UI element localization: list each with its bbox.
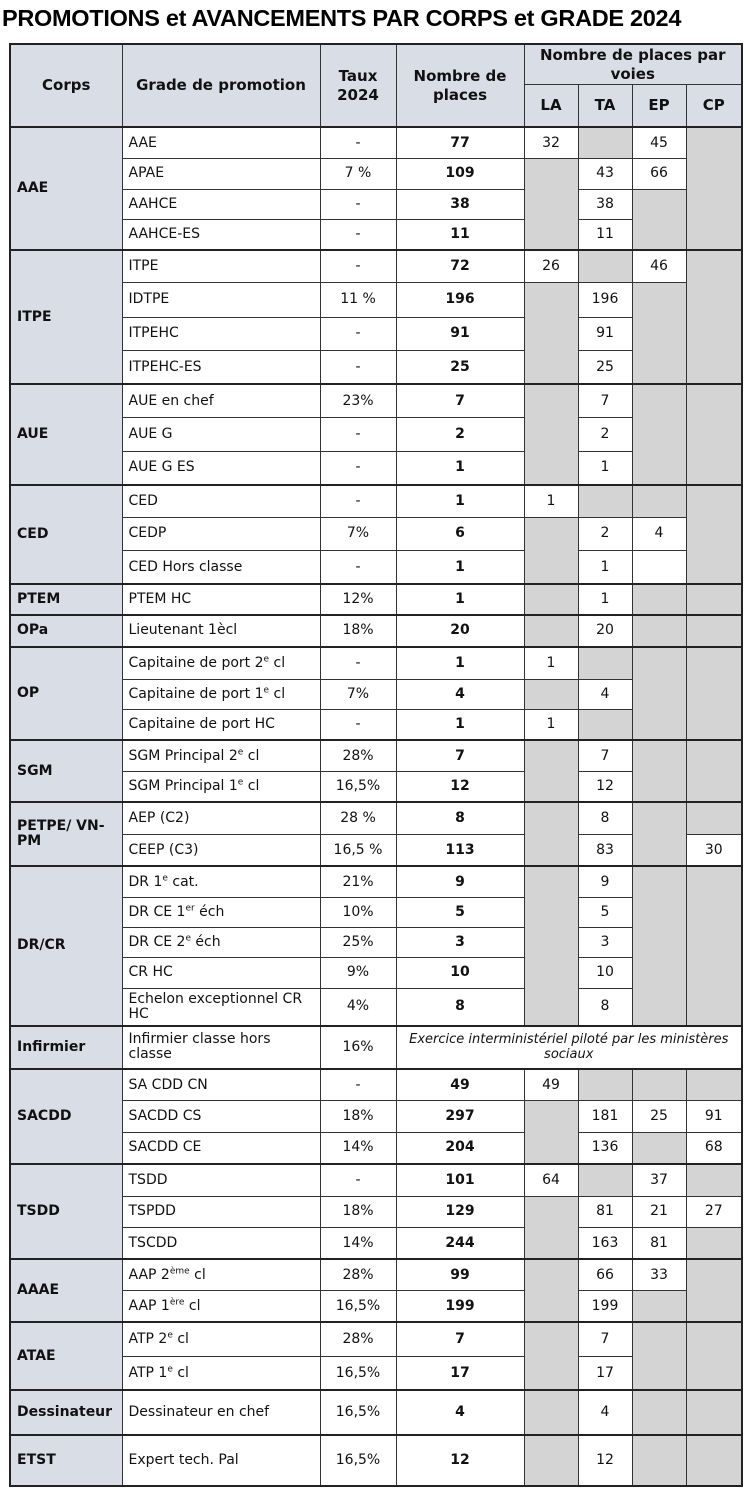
- grade-cell: Lieutenant 1ècl: [122, 615, 320, 647]
- ta-cell: [578, 1069, 632, 1100]
- ep-cell: 4: [632, 517, 686, 551]
- ep-cell: [632, 1069, 686, 1100]
- corps-cell: SACDD: [10, 1069, 122, 1163]
- la-cell: [524, 1196, 578, 1259]
- places-cell: 49: [396, 1069, 524, 1100]
- ta-cell: 38: [578, 189, 632, 219]
- taux-cell: 18%: [320, 1196, 396, 1227]
- ep-cell: [632, 1322, 686, 1390]
- la-cell: 1: [524, 710, 578, 740]
- places-cell: 1: [396, 551, 524, 585]
- taux-cell: 14%: [320, 1132, 396, 1163]
- places-cell: 204: [396, 1132, 524, 1163]
- ta-cell: 25: [578, 351, 632, 385]
- ta-cell: 8: [578, 988, 632, 1026]
- grade-cell: ATP 2e cl: [122, 1322, 320, 1357]
- corps-cell: ATAE: [10, 1322, 122, 1390]
- grade-cell: SGM Principal 1e cl: [122, 772, 320, 802]
- taux-cell: 7%: [320, 517, 396, 551]
- ep-cell: [632, 740, 686, 802]
- ep-cell: 21: [632, 1196, 686, 1227]
- table-row: [10, 802, 742, 834]
- ep-cell: 25: [632, 1101, 686, 1132]
- taux-cell: 28%: [320, 1322, 396, 1357]
- la-cell: [524, 1101, 578, 1164]
- taux-cell: 18%: [320, 1101, 396, 1132]
- grade-cell: ITPEHC: [122, 317, 320, 351]
- ep-cell: 46: [632, 250, 686, 282]
- la-cell: [524, 1322, 578, 1390]
- grade-cell: TSPDD: [122, 1196, 320, 1227]
- ep-cell: [632, 1435, 686, 1486]
- ta-cell: 3: [578, 927, 632, 957]
- grade-cell: PTEM HC: [122, 584, 320, 614]
- cp-cell: [686, 1259, 742, 1322]
- places-cell: 72: [396, 250, 524, 282]
- taux-cell: 18%: [320, 615, 396, 647]
- ep-cell: [632, 485, 686, 517]
- places-cell: 1: [396, 647, 524, 679]
- header-ep: EP: [632, 85, 686, 128]
- ta-cell: [578, 1164, 632, 1196]
- places-cell: 5: [396, 898, 524, 927]
- places-cell: 8: [396, 802, 524, 834]
- ep-cell: 33: [632, 1259, 686, 1290]
- places-cell: 7: [396, 1322, 524, 1357]
- ta-cell: [578, 485, 632, 517]
- ta-cell: [578, 127, 632, 158]
- places-cell: 3: [396, 927, 524, 957]
- table-row: [10, 1069, 742, 1100]
- places-cell: 99: [396, 1259, 524, 1290]
- grade-cell: TSDD: [122, 1164, 320, 1196]
- la-cell: [524, 679, 578, 709]
- grade-cell: CED: [122, 485, 320, 517]
- taux-cell: 7%: [320, 679, 396, 709]
- taux-cell: 25%: [320, 927, 396, 957]
- places-cell: 297: [396, 1101, 524, 1132]
- corps-cell: OPa: [10, 615, 122, 647]
- taux-cell: 28%: [320, 1259, 396, 1290]
- places-cell: 20: [396, 615, 524, 647]
- ta-cell: 4: [578, 1390, 632, 1435]
- ta-cell: 1: [578, 584, 632, 614]
- grade-cell: DR 1e cat.: [122, 866, 320, 897]
- grade-cell: SACDD CS: [122, 1101, 320, 1132]
- taux-cell: -: [320, 1164, 396, 1196]
- ep-cell: [632, 189, 686, 250]
- ep-cell: [632, 1132, 686, 1163]
- ep-cell: [632, 1390, 686, 1435]
- taux-cell: 4%: [320, 988, 396, 1026]
- taux-cell: -: [320, 127, 396, 158]
- places-cell: 4: [396, 1390, 524, 1435]
- places-cell: 12: [396, 1435, 524, 1486]
- taux-cell: -: [320, 485, 396, 517]
- places-cell: 25: [396, 351, 524, 385]
- taux-cell: 16,5 %: [320, 835, 396, 866]
- grade-cell: Expert tech. Pal: [122, 1435, 320, 1486]
- header-grade: Grade de promotion: [122, 44, 320, 127]
- grade-cell: Capitaine de port HC: [122, 710, 320, 740]
- taux-cell: 16%: [320, 1026, 396, 1070]
- ta-cell: 11: [578, 220, 632, 250]
- cp-cell: [686, 615, 742, 647]
- places-cell: 38: [396, 189, 524, 219]
- table-row: [10, 615, 742, 647]
- corps-cell: AAE: [10, 127, 122, 250]
- ta-cell: 91: [578, 317, 632, 351]
- ta-cell: 66: [578, 1259, 632, 1290]
- taux-cell: 7 %: [320, 159, 396, 189]
- la-cell: 64: [524, 1164, 578, 1196]
- corps-cell: CED: [10, 485, 122, 584]
- ep-cell: [632, 647, 686, 740]
- corps-cell: Dessinateur: [10, 1390, 122, 1435]
- grade-cell: AAP 1ère cl: [122, 1291, 320, 1322]
- ta-cell: 4: [578, 679, 632, 709]
- header-corps: Corps: [10, 44, 122, 127]
- grade-cell: ITPEHC-ES: [122, 351, 320, 385]
- taux-cell: 9%: [320, 958, 396, 988]
- corps-cell: OP: [10, 647, 122, 740]
- grade-cell: AUE G ES: [122, 451, 320, 485]
- taux-cell: 16,5%: [320, 772, 396, 802]
- table-row: [10, 1259, 742, 1290]
- ta-cell: 163: [578, 1228, 632, 1259]
- la-cell: [524, 159, 578, 250]
- taux-cell: -: [320, 1069, 396, 1100]
- ep-cell: [632, 866, 686, 1025]
- taux-cell: 28 %: [320, 802, 396, 834]
- cp-cell: 91: [686, 1101, 742, 1132]
- la-cell: [524, 384, 578, 485]
- note-cell: Exercice interministériel piloté par les ministères sociaux: [396, 1026, 742, 1070]
- taux-cell: 10%: [320, 898, 396, 927]
- corps-cell: ITPE: [10, 250, 122, 384]
- la-cell: [524, 802, 578, 866]
- grade-cell: DR CE 2e éch: [122, 927, 320, 957]
- header-taux: Taux 2024: [320, 44, 396, 127]
- places-cell: 2: [396, 418, 524, 452]
- ta-cell: 17: [578, 1357, 632, 1391]
- cp-cell: [686, 1322, 742, 1390]
- grade-cell: SA CDD CN: [122, 1069, 320, 1100]
- grade-cell: ATP 1e cl: [122, 1357, 320, 1391]
- corps-cell: ETST: [10, 1435, 122, 1486]
- corps-cell: Infirmier: [10, 1026, 122, 1070]
- taux-cell: 14%: [320, 1228, 396, 1259]
- grade-cell: CEDP: [122, 517, 320, 551]
- header-nombre: Nombre de places: [396, 44, 524, 127]
- taux-cell: -: [320, 551, 396, 585]
- table-row: [10, 1322, 742, 1357]
- cp-cell: [686, 1228, 742, 1259]
- places-cell: 244: [396, 1228, 524, 1259]
- table-row: [10, 1026, 742, 1070]
- ep-cell: [632, 584, 686, 614]
- taux-cell: -: [320, 317, 396, 351]
- corps-cell: AAAE: [10, 1259, 122, 1322]
- grade-cell: Dessinateur en chef: [122, 1390, 320, 1435]
- la-cell: 26: [524, 250, 578, 282]
- ep-cell: [632, 384, 686, 485]
- ep-cell: 81: [632, 1228, 686, 1259]
- ta-cell: 2: [578, 517, 632, 551]
- ta-cell: 12: [578, 772, 632, 802]
- table-row: [10, 740, 742, 771]
- table-row: [10, 866, 742, 897]
- places-cell: 199: [396, 1291, 524, 1322]
- ta-cell: 12: [578, 1435, 632, 1486]
- cp-cell: [686, 1390, 742, 1435]
- places-cell: 1: [396, 485, 524, 517]
- grade-cell: IDTPE: [122, 283, 320, 318]
- ta-cell: 136: [578, 1132, 632, 1163]
- ta-cell: 43: [578, 159, 632, 189]
- la-cell: [524, 283, 578, 385]
- places-cell: 11: [396, 220, 524, 250]
- cp-cell: [686, 127, 742, 250]
- places-cell: 12: [396, 772, 524, 802]
- ta-cell: 5: [578, 898, 632, 927]
- grade-cell: SGM Principal 2e cl: [122, 740, 320, 771]
- table-row: [10, 584, 742, 614]
- taux-cell: -: [320, 250, 396, 282]
- grade-cell: Capitaine de port 1e cl: [122, 679, 320, 709]
- corps-cell: PTEM: [10, 584, 122, 614]
- places-cell: 109: [396, 159, 524, 189]
- places-cell: 129: [396, 1196, 524, 1227]
- la-cell: 32: [524, 127, 578, 158]
- la-cell: 1: [524, 647, 578, 679]
- taux-cell: -: [320, 418, 396, 452]
- places-cell: 7: [396, 384, 524, 418]
- ep-cell: 45: [632, 127, 686, 158]
- grade-cell: SACDD CE: [122, 1132, 320, 1163]
- table-row: [10, 485, 742, 517]
- grade-cell: APAE: [122, 159, 320, 189]
- taux-cell: 16,5%: [320, 1390, 396, 1435]
- grade-cell: CR HC: [122, 958, 320, 988]
- places-cell: 8: [396, 988, 524, 1026]
- cp-cell: [686, 1069, 742, 1100]
- taux-cell: -: [320, 220, 396, 250]
- corps-cell: PETPE/ VN-PM: [10, 802, 122, 866]
- ta-cell: 7: [578, 740, 632, 771]
- header-la: LA: [524, 85, 578, 128]
- table-row: [10, 250, 742, 282]
- la-cell: [524, 1435, 578, 1486]
- ta-cell: 1: [578, 451, 632, 485]
- grade-cell: AAHCE-ES: [122, 220, 320, 250]
- places-cell: 6: [396, 517, 524, 551]
- cp-cell: [686, 384, 742, 485]
- cp-cell: 68: [686, 1132, 742, 1163]
- places-cell: 10: [396, 958, 524, 988]
- taux-cell: -: [320, 647, 396, 679]
- places-cell: 9: [396, 866, 524, 897]
- ep-cell: [632, 551, 686, 585]
- la-cell: [524, 1259, 578, 1322]
- taux-cell: -: [320, 451, 396, 485]
- ep-cell: [632, 802, 686, 866]
- table-row: [10, 1390, 742, 1435]
- table-row: [10, 127, 742, 158]
- grade-cell: AUE G: [122, 418, 320, 452]
- ta-cell: 199: [578, 1291, 632, 1322]
- places-cell: 1: [396, 584, 524, 614]
- la-cell: 49: [524, 1069, 578, 1100]
- ta-cell: [578, 647, 632, 679]
- la-cell: [524, 615, 578, 647]
- taux-cell: 21%: [320, 866, 396, 897]
- taux-cell: 28%: [320, 740, 396, 771]
- promotions-table: [9, 43, 743, 1487]
- ta-cell: 7: [578, 1322, 632, 1357]
- page-title: PROMOTIONS et AVANCEMENTS PAR CORPS et GRADE 2024: [2, 5, 682, 31]
- corps-cell: TSDD: [10, 1164, 122, 1259]
- grade-cell: Capitaine de port 2e cl: [122, 647, 320, 679]
- cp-cell: [686, 802, 742, 834]
- ta-cell: 20: [578, 615, 632, 647]
- cp-cell: 30: [686, 835, 742, 866]
- table-row: [10, 1164, 742, 1196]
- grade-cell: AEP (C2): [122, 802, 320, 834]
- taux-cell: 12%: [320, 584, 396, 614]
- grade-cell: CEEP (C3): [122, 835, 320, 866]
- ep-cell: 66: [632, 159, 686, 189]
- places-cell: 1: [396, 451, 524, 485]
- ta-cell: 2: [578, 418, 632, 452]
- places-cell: 77: [396, 127, 524, 158]
- cp-cell: 27: [686, 1196, 742, 1227]
- ta-cell: 1: [578, 551, 632, 585]
- la-cell: 1: [524, 485, 578, 517]
- la-cell: [524, 1390, 578, 1435]
- grade-cell: DR CE 1er éch: [122, 898, 320, 927]
- taux-cell: -: [320, 189, 396, 219]
- ep-cell: [632, 1291, 686, 1322]
- places-cell: 17: [396, 1357, 524, 1391]
- places-cell: 196: [396, 283, 524, 318]
- table-row: [10, 384, 742, 418]
- table-row: [10, 647, 742, 679]
- cp-cell: [686, 584, 742, 614]
- taux-cell: 23%: [320, 384, 396, 418]
- grade-cell: AAE: [122, 127, 320, 158]
- grade-cell: TSCDD: [122, 1228, 320, 1259]
- la-cell: [524, 866, 578, 1025]
- taux-cell: 11 %: [320, 283, 396, 318]
- grade-cell: AAP 2ème cl: [122, 1259, 320, 1290]
- la-cell: [524, 740, 578, 802]
- cp-cell: [686, 250, 742, 384]
- la-cell: [524, 584, 578, 614]
- ta-cell: 10: [578, 958, 632, 988]
- places-cell: 113: [396, 835, 524, 866]
- taux-cell: 16,5%: [320, 1291, 396, 1322]
- places-cell: 7: [396, 740, 524, 771]
- header-voies: Nombre de places par voies: [524, 44, 742, 85]
- grade-cell: Echelon exceptionnel CR HC: [122, 988, 320, 1026]
- cp-cell: [686, 1164, 742, 1196]
- ep-cell: [632, 615, 686, 647]
- grade-cell: ITPE: [122, 250, 320, 282]
- ta-cell: 7: [578, 384, 632, 418]
- cp-cell: [686, 647, 742, 740]
- ta-cell: 8: [578, 802, 632, 834]
- cp-cell: [686, 1435, 742, 1486]
- ta-cell: 83: [578, 835, 632, 866]
- corps-cell: DR/CR: [10, 866, 122, 1025]
- grade-cell: Infirmier classe hors classe: [122, 1026, 320, 1070]
- places-cell: 4: [396, 679, 524, 709]
- header-cp: CP: [686, 85, 742, 128]
- ta-cell: [578, 710, 632, 740]
- cp-cell: [686, 485, 742, 584]
- grade-cell: CED Hors classe: [122, 551, 320, 585]
- taux-cell: 16,5%: [320, 1435, 396, 1486]
- table-row: [10, 1435, 742, 1486]
- corps-cell: AUE: [10, 384, 122, 485]
- places-cell: 1: [396, 710, 524, 740]
- header-ta: TA: [578, 85, 632, 128]
- places-cell: 101: [396, 1164, 524, 1196]
- corps-cell: SGM: [10, 740, 122, 802]
- ta-cell: 81: [578, 1196, 632, 1227]
- ta-cell: 181: [578, 1101, 632, 1132]
- taux-cell: -: [320, 710, 396, 740]
- ta-cell: 9: [578, 866, 632, 897]
- cp-cell: [686, 866, 742, 1025]
- grade-cell: AAHCE: [122, 189, 320, 219]
- cp-cell: [686, 740, 742, 802]
- grade-cell: AUE en chef: [122, 384, 320, 418]
- taux-cell: 16,5%: [320, 1357, 396, 1391]
- ta-cell: 196: [578, 283, 632, 318]
- places-cell: 91: [396, 317, 524, 351]
- ta-cell: [578, 250, 632, 282]
- taux-cell: -: [320, 351, 396, 385]
- ep-cell: 37: [632, 1164, 686, 1196]
- ep-cell: [632, 283, 686, 385]
- la-cell: [524, 517, 578, 584]
